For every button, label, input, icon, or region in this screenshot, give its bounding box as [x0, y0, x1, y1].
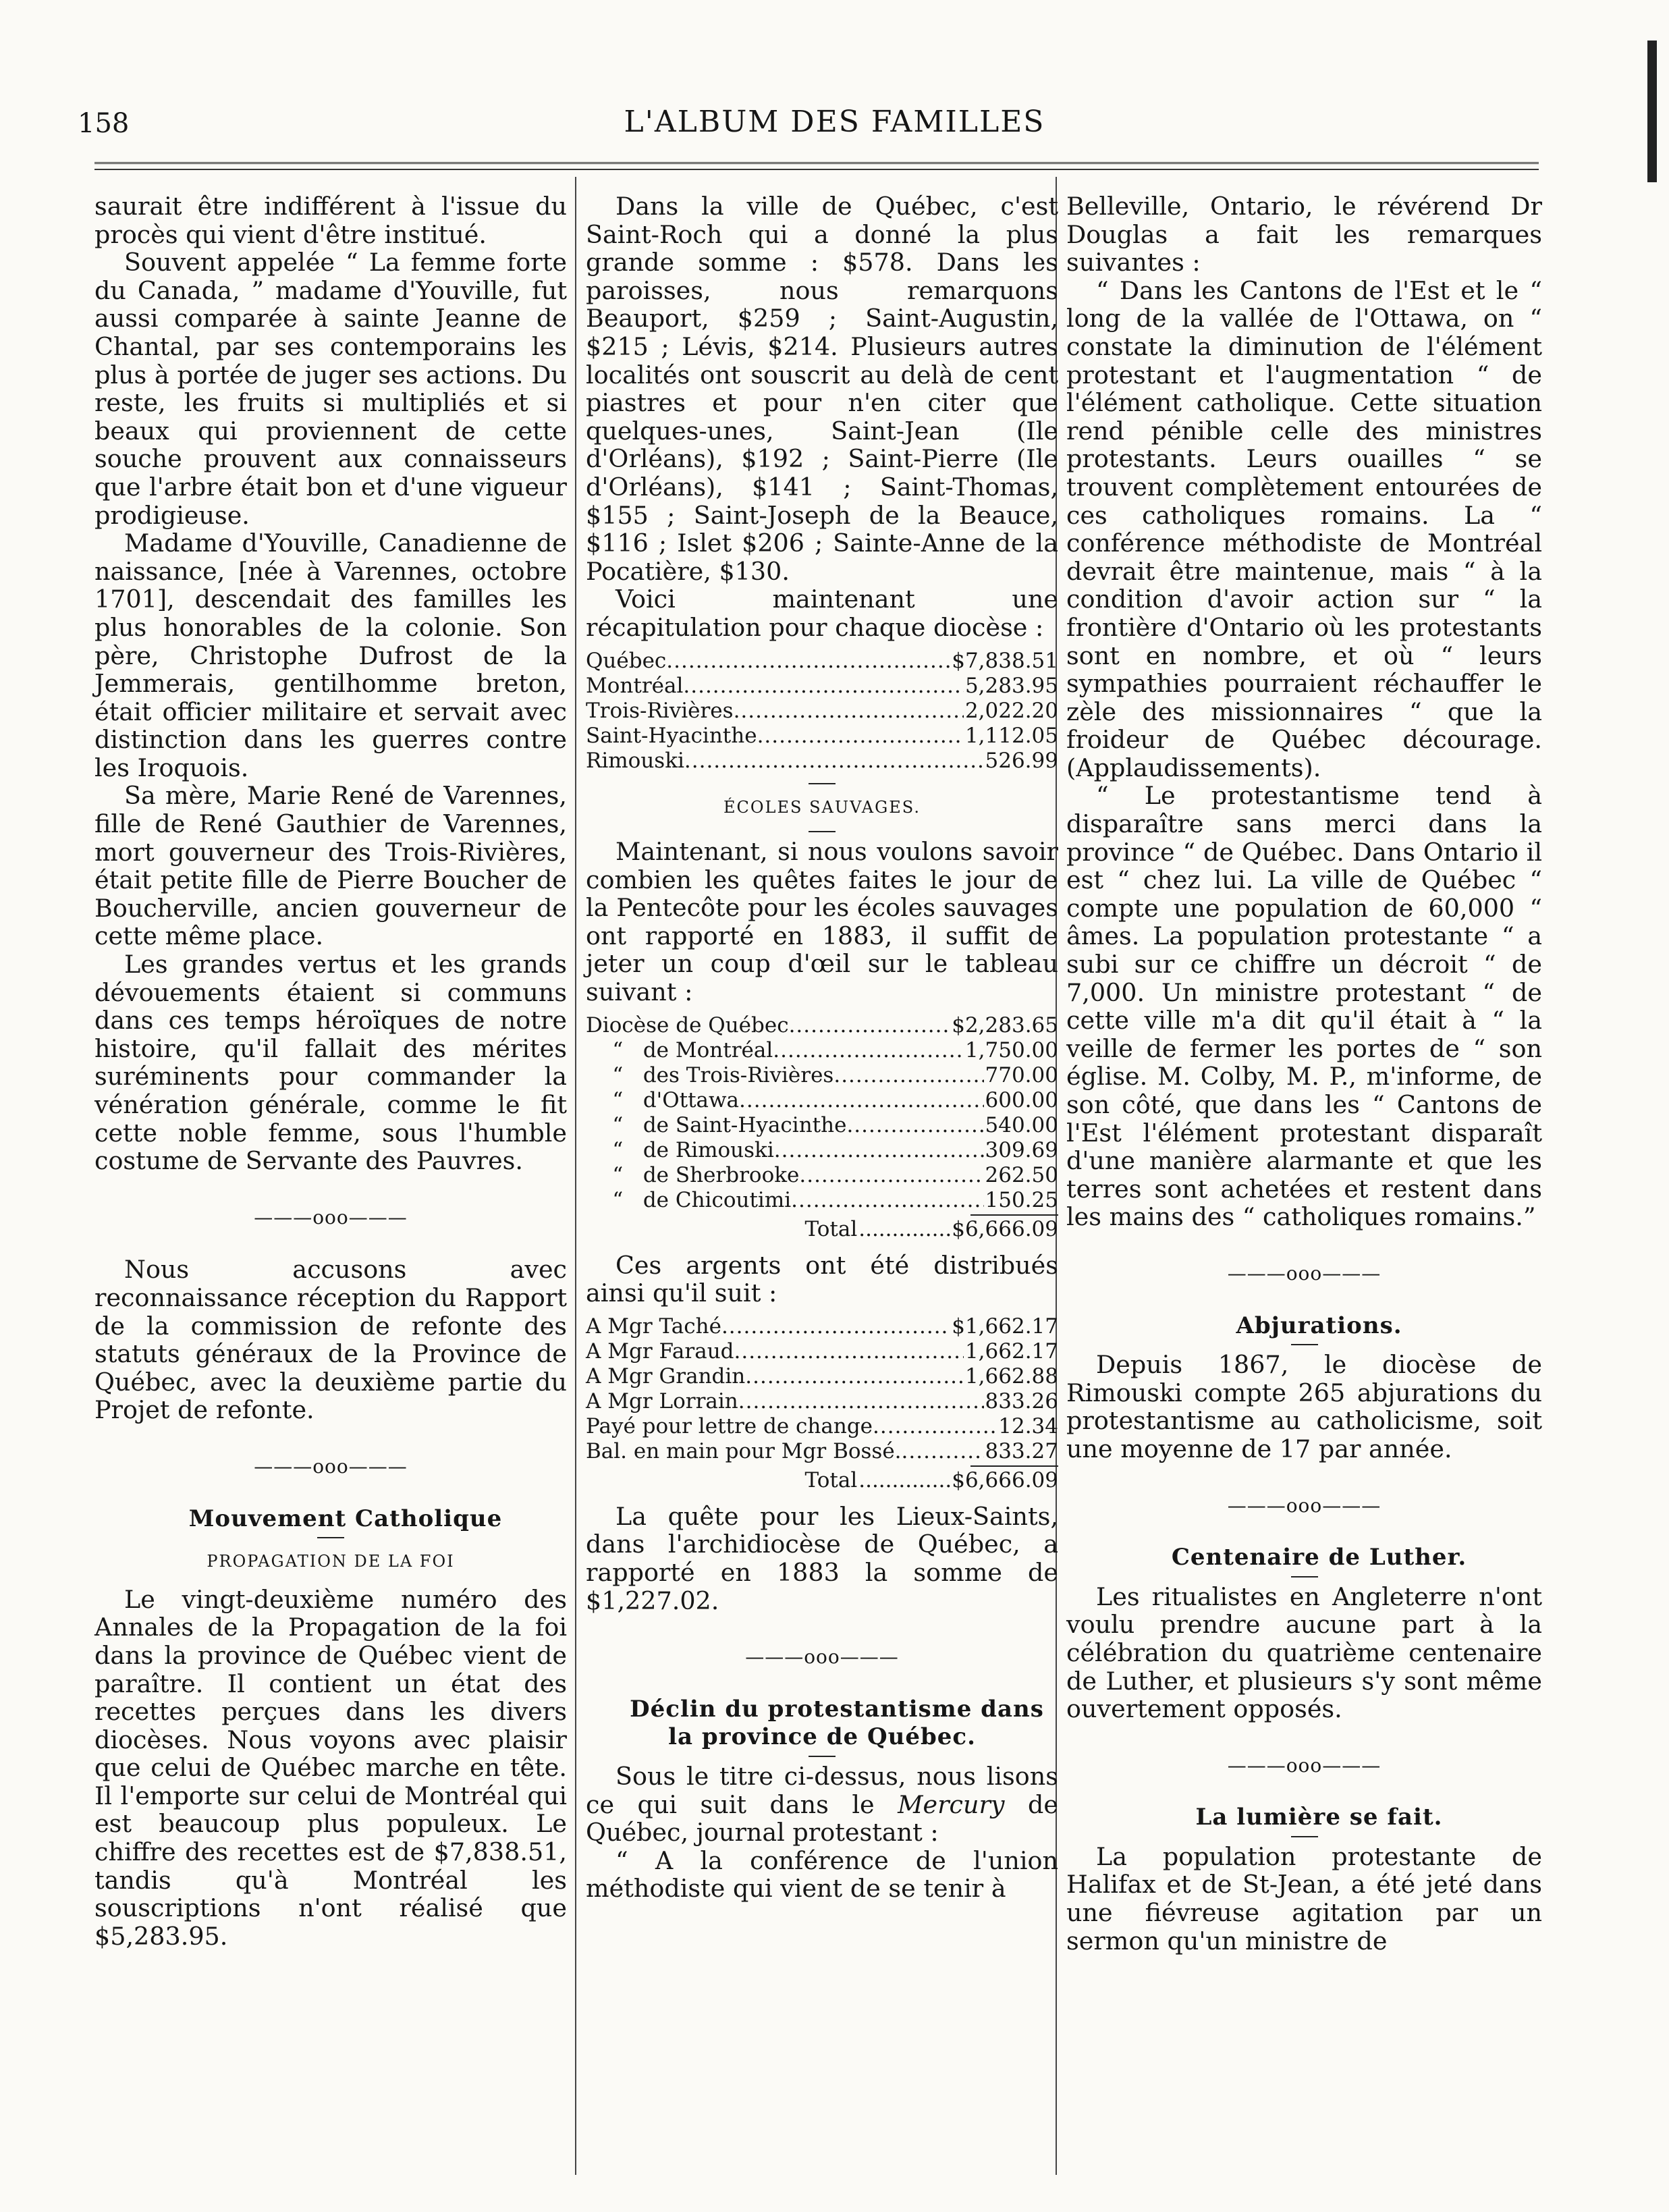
table-row	[586, 674, 1058, 699]
row-label: “ de Montréal	[586, 1037, 773, 1062]
short-rule	[317, 1537, 344, 1538]
row-label: A Mgr Lorrain	[586, 1388, 738, 1413]
table-row	[586, 1138, 1058, 1163]
edge-mark	[1647, 41, 1657, 182]
row-label: Saint-Hyacinthe	[586, 723, 757, 748]
ornamental-separator: ———ooo———	[1227, 1494, 1381, 1517]
row-value: 262.50	[985, 1162, 1058, 1187]
row-label: A Mgr Taché	[586, 1314, 721, 1339]
paragraph: Ces argents ont été distribués ainsi qu'il suit :	[586, 1250, 1058, 1308]
indian-schools-table	[586, 1013, 1058, 1242]
short-rule	[1291, 1344, 1318, 1345]
row-value: 150.25	[985, 1187, 1058, 1212]
table-row	[586, 1038, 1058, 1063]
paragraph: Belleville, Ontario, le révérend Dr Douglas a fait les remarques suivantes :	[1066, 192, 1542, 277]
table-row	[586, 649, 1058, 674]
row-label: “ de Sherbrooke	[586, 1162, 800, 1187]
paragraph: Les grandes vertus et les grands dévouements étaient si communs dans ces temps héroïques de notre histoire, qu'il fallait des mérites suréminents pour commander la vénération générale, comme le fit cette noble femme, sous l'humble costume de Servante des Pauvres.	[94, 950, 567, 1176]
leader-dots: ..............	[858, 1216, 952, 1241]
row-label: “ d'Ottawa	[586, 1087, 740, 1112]
ornamental-separator: ———ooo———	[745, 1646, 899, 1669]
ornamental-separator: ———ooo———	[1227, 1262, 1381, 1285]
row-label: Diocèse de Québec	[586, 1013, 789, 1037]
paragraph: saurait être indifférent à l'issue du procès qui vient d'être institué.	[94, 192, 567, 249]
table-row	[586, 1063, 1058, 1088]
short-rule	[809, 831, 836, 832]
paragraph: Madame d'Youville, Canadienne de naissance, [née à Varennes, octobre 1701], descendait des familles les plus honorables de la colonie. Son père, Christophe Dufrost de la Jemmerais, gentilhomme breton, était officier militaire et servait avec distinction dans les guerres contre les Iroquois.	[94, 529, 567, 782]
row-value: 12.34	[998, 1413, 1058, 1438]
header-rule	[94, 162, 1539, 164]
paragraph: Maintenant, si nous voulons savoir combien les quêtes faites le jour de la Pentecôte pour les écoles sauvages ont rapporté en 1883, il suffit de jeter un coup d'œil sur le tableau suivant :	[586, 837, 1058, 1007]
table-row	[586, 699, 1058, 724]
short-rule	[809, 1756, 836, 1757]
paragraph: “ Le protestantisme tend à disparaître sans merci dans la province “ de Québec. Dans Ontario il est “ chez lui. La ville de Québec “ compte une population de 60,000 “ âmes. La population protestante “ a subi sur ce chiffre un décroit “ de 7,000. Un ministre protestant “ de cette ville m'a dit qu'il était à “ la veille de fermer les portes de “ son église. M. Colby, M. P., m'informe, de son côté, que dans les “ Cantons de l'Est l'élément protestant disparaît d'une manière alarmante et que les terres sont achetées et restent dans les mains des “ catholiques romains.”	[1066, 781, 1542, 1232]
subsection-heading: PROPAGATION DE LA FOI	[207, 1552, 455, 1571]
row-value: $2,283.65	[952, 1013, 1058, 1037]
row-label: Payé pour lettre de change	[586, 1413, 873, 1438]
column-2	[586, 192, 1058, 1903]
row-label: A Mgr Faraud	[586, 1339, 734, 1364]
table-row	[586, 1314, 1058, 1339]
column-divider-1	[575, 177, 576, 2175]
row-value: 1,662.88	[964, 1364, 1058, 1388]
ornamental-separator: ———ooo———	[254, 1206, 408, 1229]
paragraph: “ Dans les Cantons de l'Est et le “ long de la vallée de l'Ottawa, on “ constate la diminution de l'élément protestant et l'augmentation “ de l'élément catholique. Cette situation rend pénible celle des ministres protestants. Leurs ouailles “ se trouvent complètement entourées de ces catholiques romains. La “ conférence méthodiste de Montréal devrait être maintenue, mais “ à la condition d'avoir action sur “ la frontière d'Ontario où les protestants sont en nombre, et où “ leurs sympathies pourraient réchauffer le zèle des missionnaires “ que la froideur de Québec décourage. (Applaudissements).	[1066, 275, 1542, 782]
section-heading: Déclin du protestantisme dans la province de Québec.	[630, 1695, 1044, 1751]
total-label: Total	[804, 1216, 858, 1241]
row-label: A Mgr Grandin	[586, 1364, 746, 1388]
row-value: 5,283.95	[964, 673, 1058, 698]
row-value: 526.99	[985, 748, 1058, 773]
table-row	[586, 1163, 1058, 1188]
total-row	[586, 1217, 1058, 1242]
row-value: 2,022.20	[964, 698, 1058, 723]
row-label: Rimouski	[586, 748, 684, 773]
row-value: $7,838.51	[952, 648, 1058, 673]
paragraph: Le vingt-deuxième numéro des Annales de la Propagation de la foi dans la province de Québec vient de paraître. Il contient un état des recettes perçues dans les divers diocèses. Nous voyons avec plaisir que celui de Québec marche en tête. Il l'emporte sur celui de Montréal qui est beaucoup plus populeux. Le chiffre des recettes est de $7,838.51, tandis qu'à Montréal les souscriptions n'ont réalisé que $5,283.95.	[94, 1584, 567, 1951]
page-number: 158	[78, 108, 130, 139]
column-1	[94, 192, 567, 1950]
paragraph: La population protestante de Halifax et de St-Jean, a été jeté dans une fiévreuse agitation par un sermon qu'un ministre de	[1066, 1841, 1542, 1955]
distribution-table	[586, 1314, 1058, 1493]
row-value: 600.00	[985, 1087, 1058, 1112]
leader-dots: ..............	[858, 1467, 952, 1492]
table-row	[586, 1414, 1058, 1439]
paragraph: Sous le titre ci-dessus, nous lisons ce qui suit dans le Mercury de Québec, journal protestant :	[586, 1762, 1058, 1847]
paragraph: Depuis 1867, le diocèse de Rimouski compte 265 abjurations du protestantisme au catholicisme, soit une moyenne de 17 par année.	[1066, 1350, 1542, 1463]
table-row	[586, 1439, 1058, 1464]
section-heading: ÉCOLES SAUVAGES.	[723, 797, 921, 817]
row-label: “ de Rimouski	[586, 1137, 774, 1162]
short-rule	[809, 783, 836, 784]
section-heading: Abjurations.	[1236, 1312, 1402, 1339]
total-label: Total	[804, 1467, 858, 1492]
table-row	[586, 1013, 1058, 1038]
table-row	[586, 749, 1058, 774]
row-label: Montréal	[586, 673, 684, 698]
diocese-receipts-table	[586, 649, 1058, 774]
paragraph: La quête pour les Lieux-Saints, dans l'archidiocèse de Québec, a rapporté en 1883 la somme de $1,227.02.	[586, 1501, 1058, 1615]
section-heading: La lumière se fait.	[1195, 1804, 1443, 1831]
ornamental-separator: ———ooo———	[1227, 1754, 1381, 1777]
table-row	[586, 1113, 1058, 1138]
row-value: 540.00	[985, 1112, 1058, 1137]
short-rule	[1291, 1576, 1318, 1577]
row-label: Trois-Rivières	[586, 698, 734, 723]
table-row	[586, 1188, 1058, 1213]
total-rule	[970, 1465, 1058, 1467]
row-value: 1,112.05	[964, 723, 1058, 748]
total-row	[586, 1468, 1058, 1493]
row-label: Québec	[586, 648, 667, 673]
total-value: $6,666.09	[952, 1467, 1058, 1492]
table-row	[586, 1339, 1058, 1364]
header-rule-2	[94, 169, 1539, 170]
row-label: Bal. en main pour Mgr Bossé.	[586, 1438, 902, 1463]
row-label: “ des Trois-Rivières	[586, 1062, 834, 1087]
total-rule	[970, 1214, 1058, 1216]
row-label: “ de Chicoutimi	[586, 1187, 792, 1212]
row-value: $1,662.17	[952, 1314, 1058, 1339]
table-row	[586, 1389, 1058, 1414]
paragraph: Les ritualistes en Angleterre n'ont voulu prendre aucune part à la célébration du quatrième centenaire de Luther, et plusieurs s'y sont même ouvertement opposés.	[1066, 1582, 1542, 1724]
row-value: 1,750.00	[964, 1037, 1058, 1062]
paragraph: Dans la ville de Québec, c'est Saint-Roch qui a donné la plus grande somme : $578. Dans les paroisses, nous remarquons Beauport, $259 ; Saint-Augustin, $215 ; Lévis, $214. Plusieurs autres localités ont souscrit au delà de cent piastres et pour n'en citer que quelques-unes, Saint-Jean (Ile d'Orléans), $192 ; Saint-Pierre (Ile d'Orléans), $141 ; Saint-Thomas, $155 ; Saint-Joseph de la Beauce, $116 ; Islet $206 ; Sainte-Anne de la Pocatière, $130.	[586, 192, 1058, 586]
column-3	[1066, 192, 1542, 1955]
paragraph: Nous accusons avec reconnaissance réception du Rapport de la commission de refonte des statuts généraux de la Province de Québec, avec la deuxième partie du Projet de refonte.	[94, 1255, 567, 1425]
total-value: $6,666.09	[952, 1216, 1058, 1241]
paragraph: Voici maintenant une récapitulation pour chaque diocèse :	[586, 585, 1058, 642]
ornamental-separator: ———ooo———	[254, 1455, 408, 1478]
row-label: “ de Saint-Hyacinthe	[586, 1112, 847, 1137]
row-value: 833.27	[985, 1438, 1058, 1463]
row-value: 309.69	[985, 1137, 1058, 1162]
row-value: 1,662.17	[964, 1339, 1058, 1364]
paragraph: Sa mère, Marie René de Varennes, fille de René Gauthier de Varennes, mort gouverneur des Trois-Rivières, était petite fille de Pierre Boucher de Boucherville, ancien gouverneur de cette même place.	[94, 781, 567, 951]
table-row	[586, 1088, 1058, 1113]
short-rule	[1291, 1836, 1318, 1837]
running-title: L'ALBUM DES FAMILLES	[624, 105, 1045, 139]
table-row	[586, 1364, 1058, 1389]
paragraph: “ A la conférence de l'union méthodiste qui vient de se tenir à	[586, 1845, 1058, 1904]
table-row	[586, 724, 1058, 749]
row-value: 833.26	[985, 1388, 1058, 1413]
section-heading: Mouvement Catholique	[188, 1505, 503, 1532]
row-value: 770.00	[985, 1062, 1058, 1087]
paragraph: Souvent appelée “ La femme forte du Canada, ” madame d'Youville, fut aussi comparée à sainte Jeanne de Chantal, par ses contemporains les plus à portée de juger ses actions. Du reste, les fruits si multipliés et si beaux qui proviennent de cette souche prouvent aux connaisseurs que l'arbre était bon et d'une vigueur prodigieuse.	[94, 248, 567, 530]
section-heading: Centenaire de Luther.	[1171, 1544, 1467, 1571]
